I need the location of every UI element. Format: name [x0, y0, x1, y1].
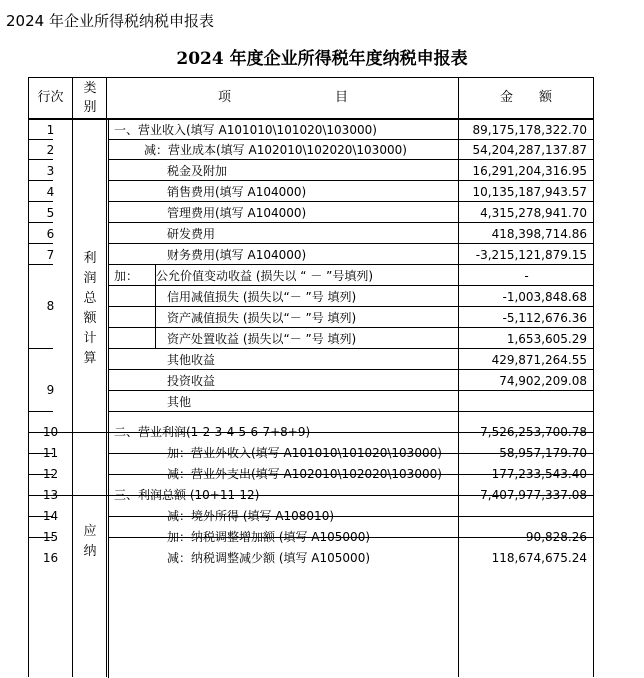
amount-value: 7,526,253,700.78: [480, 425, 587, 439]
line-number: 3: [46, 164, 55, 178]
item-label: 管理费用(填写 A104000): [167, 206, 307, 220]
line-number: 4: [46, 185, 55, 199]
item-label: 减：营业成本(填写 A102010\102020\103000): [144, 143, 407, 157]
amount-value: -3,215,121,879.15: [475, 248, 587, 262]
amount-value: 74,902,209.08: [499, 374, 587, 388]
line-number: 1: [46, 123, 55, 137]
item-label: 加：营业外收入(填写 A101010\101020\103000): [167, 446, 442, 460]
amount-value: -5,112,676.36: [502, 311, 587, 325]
amount-value: 4,315,278,941.70: [480, 206, 587, 220]
amount-value: 54,204,287,137.87: [472, 143, 587, 157]
line-number: 6: [46, 227, 55, 241]
item-label: 减：纳税调整减少额 (填写 A105000): [167, 551, 371, 565]
document-title: 2024 年度企业所得税年度纳税申报表: [176, 49, 468, 69]
item-label: 销售费用(填写 A104000): [167, 185, 307, 199]
header-line: 行次: [37, 90, 64, 105]
amount-value: 16,291,204,316.95: [472, 164, 587, 178]
item-label: 资产减值损失 (损失以“－ ”号 填列): [167, 311, 357, 325]
amount-value: 90,828.26: [525, 530, 587, 544]
amount-value: 418,398,714.86: [491, 227, 587, 241]
item-label: 财务费用(填写 A104000): [167, 248, 307, 262]
line-number: 16: [42, 551, 59, 565]
item-label: 减：营业外支出(填写 A102010\102020\103000): [167, 467, 442, 481]
item-label: 一、营业收入(填写 A101010\101020\103000): [114, 123, 377, 137]
amount-value: -1,003,848.68: [502, 290, 587, 304]
header-category: 类 别: [83, 81, 97, 115]
item-label: 税金及附加: [167, 164, 228, 178]
amount-value: -: [524, 269, 529, 283]
tax-return-table: [28, 77, 594, 677]
header-amount: 金 额: [499, 90, 552, 105]
item-label: 加：纳税调整增加额 (填写 A105000): [167, 530, 371, 544]
item-label: 投资收益: [167, 374, 216, 388]
item-label: 加： 公允价值变动收益 (损失以 “ － ”号填列): [114, 269, 374, 283]
category-taxable: 应纳: [83, 524, 97, 559]
item-label: 信用减值损失 (损失以“－ ”号 填列): [167, 290, 357, 304]
item-label: 三、利润总额 (10+11-12): [114, 488, 260, 502]
item-label: 资产处置收益 (损失以“－ ”号 填列): [167, 332, 357, 346]
header-item: 项 目: [217, 90, 348, 105]
line-number: 7: [46, 248, 55, 262]
line-number: 15: [42, 530, 59, 544]
amount-value: 89,175,178,322.70: [472, 123, 587, 137]
line-number: 5: [46, 206, 55, 220]
amount-value: 58,957,179.70: [499, 446, 587, 460]
line-number: 12: [42, 467, 59, 481]
amount-value: 1,653,605.29: [506, 332, 587, 346]
line-number: 13: [42, 488, 59, 502]
line-number: 11: [42, 446, 59, 460]
item-label: 减：境外所得 (填写 A108010): [167, 509, 335, 523]
line-number: 10: [42, 425, 59, 439]
line-number: 8: [46, 299, 55, 313]
category-profit: 利润总额计算: [83, 251, 97, 366]
item-label: 其他: [167, 395, 192, 409]
amount-value: 10,135,187,943.57: [472, 185, 587, 199]
line-number: 2: [46, 143, 55, 157]
line-number: 14: [42, 509, 59, 523]
item-label: 研发费用: [167, 227, 216, 241]
item-label: 二、营业利润(1-2-3-4-5-6-7+8+9): [114, 425, 311, 439]
amount-value: 177,233,543.40: [491, 467, 587, 481]
amount-value: 118,674,675.24: [491, 551, 587, 565]
document-label: 2024 年企业所得税纳税申报表: [6, 12, 214, 30]
item-label: 其他收益: [167, 353, 216, 367]
line-number: 9: [46, 383, 55, 397]
amount-value: 429,871,264.55: [491, 353, 587, 367]
amount-value: 7,407,977,337.08: [480, 488, 587, 502]
